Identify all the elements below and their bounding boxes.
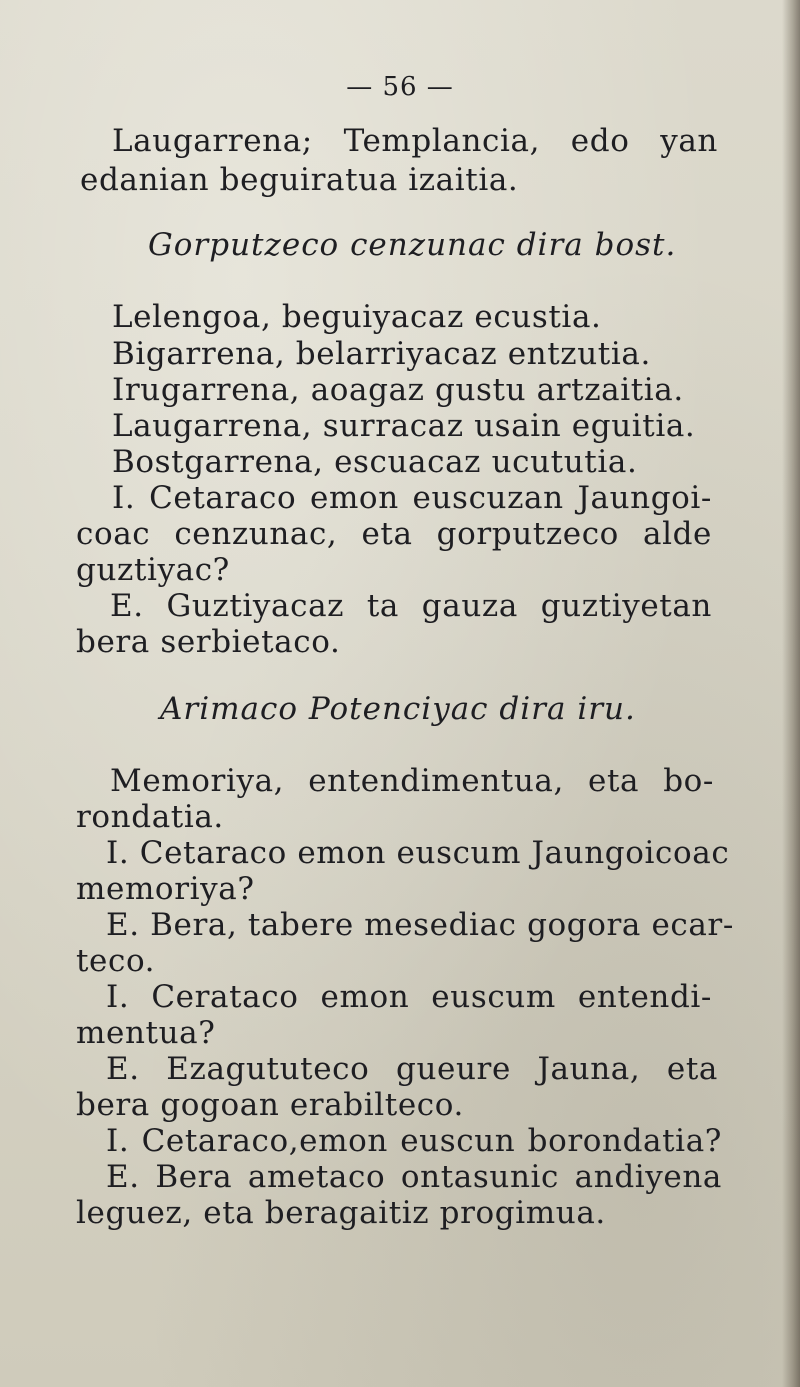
text-line: bera gogoan erabilteco.	[76, 1087, 464, 1123]
page-number: — 56 —	[346, 72, 454, 102]
section-heading: Gorputzeco cenzunac dira bost.	[148, 227, 677, 263]
text-line: guztiyac?	[76, 552, 230, 588]
text-line: rondatia.	[76, 799, 224, 835]
text-line: Lelengoa, beguiyacaz ecustia.	[112, 299, 602, 335]
text-line: E. Ezagututeco gueure Jauna, eta	[106, 1051, 718, 1087]
text-line: Laugarrena; Templancia, edo yan	[112, 123, 718, 159]
text-line: leguez, eta beragaitiz progimua.	[76, 1195, 606, 1231]
text-line: I. Cerataco emon euscum entendi-	[106, 979, 712, 1015]
text-line: Bostgarrena, escuacaz ucututia.	[112, 444, 638, 480]
text-line: edanian beguiratua izaitia.	[80, 162, 519, 198]
text-line: I. Cetaraco emon euscuzan Jaungoi-	[112, 480, 712, 516]
text-line: Irugarrena, aoagaz gustu artzaitia.	[112, 372, 684, 408]
text-line: Memoriya, entendimentua, eta bo-	[110, 763, 714, 799]
text-line: Bigarrena, belarriyacaz entzutia.	[112, 336, 651, 372]
section-heading: Arimaco Potenciyac dira iru.	[160, 691, 636, 727]
text-line: I. Cetaraco emon euscum Jaungoicoac	[106, 835, 730, 871]
text-line: bera serbietaco.	[76, 624, 341, 660]
text-line: teco.	[76, 943, 156, 979]
text-line: memoriya?	[76, 871, 255, 907]
text-line: E. Bera ametaco ontasunic andiyena	[106, 1159, 722, 1195]
text-line: I. Cetaraco,emon euscun borondatia?	[106, 1123, 722, 1159]
text-line: Laugarrena, surracaz usain eguitia.	[112, 408, 696, 444]
text-line: E. Guztiyacaz ta gauza guztiyetan	[110, 588, 712, 624]
text-line: mentua?	[76, 1015, 216, 1051]
text-line: coac cenzunac, eta gorputzeco alde	[76, 516, 712, 552]
text-line: E. Bera, tabere mesediac gogora ecar-	[106, 907, 734, 943]
page-edge-shadow	[782, 0, 800, 1387]
